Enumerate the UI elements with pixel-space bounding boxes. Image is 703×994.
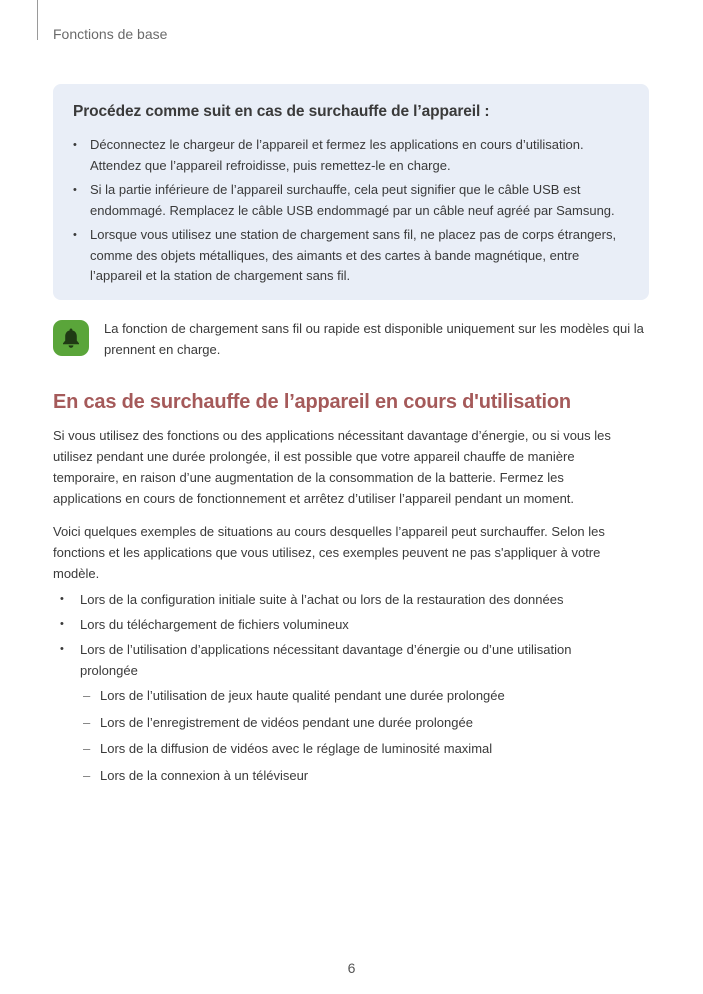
sub-list-item-text: Lors de l’enregistrement de vidéos pendant une durée prolongée (100, 714, 473, 730)
header-title: Fonctions de base (53, 26, 168, 42)
info-note (53, 318, 649, 363)
bullet-dot: • (73, 139, 77, 151)
bullet-dot: • (73, 229, 77, 241)
overheating-note-box (53, 84, 649, 300)
list-item-text: Lors de l’utilisation d’applications nécessitant davantage d’énergie ou d’une utilisation prolongée (80, 642, 572, 678)
note-bullet-item (73, 180, 631, 221)
paragraph-intro: Si vous utilisez des fonctions ou des applications nécessitant davantage d’énergie, ou si vous les utilisez pendant une durée prolongée, il est possible que votre appareil chauffe de manière temporaire, en raison d’une augmentation de la consommation de la batterie. Fermez les applications en cours de fonctionnement et arrêtez d’utiliser l’appareil pendant un moment. (53, 428, 611, 506)
list-item-text: Lors du téléchargement de fichiers volumineux (80, 617, 349, 632)
header-rule (37, 0, 38, 40)
dash-marker: – (83, 714, 91, 730)
list-item (60, 614, 620, 635)
sub-list-item-text: Lors de la diffusion de vidéos avec le réglage de luminosité maximal (100, 741, 493, 756)
dash-marker: – (83, 767, 91, 783)
section-heading: En cas de surchauffe de l’appareil en cours d'utilisation (53, 391, 571, 413)
sub-list-item-text: Lors de l’utilisation de jeux haute qualité pendant une durée prolongée (100, 688, 505, 703)
sub-list-item (83, 765, 623, 786)
bullet-dot: • (73, 184, 77, 196)
bullet-dot: • (60, 643, 64, 655)
note-bullet-text: Si la partie inférieure de l’appareil surchauffe, cela peut signifier que le câble USB est endommagé. Remplacez le câble USB endommagé par un câble neuf agréé par Samsung. (90, 182, 615, 218)
sub-list-item (83, 738, 623, 759)
dash-marker: – (83, 741, 91, 756)
list-item (60, 589, 620, 610)
paragraph-examples: Voici quelques exemples de situations au cours desquelles l’appareil peut surchauffer. Selon les fonctions et les applications que vous utilisez, ces exemples peuvent ne pas s'appliquer à votre modèle. (53, 524, 605, 581)
page-number: 6 (347, 960, 356, 976)
info-note-text: La fonction de chargement sans fil ou rapide est disponible uniquement sur les modèles qui la prennent en charge. (104, 321, 644, 357)
list-item-text: Lors de la configuration initiale suite à l’achat ou lors de la restauration des données (80, 592, 564, 607)
situation-list (60, 589, 620, 685)
bell-icon (53, 320, 89, 356)
dash-marker: – (83, 688, 91, 703)
bullet-dot: • (60, 593, 64, 605)
situation-sub-list (83, 685, 623, 791)
sub-list-item (83, 712, 623, 733)
sub-list-item (83, 685, 623, 706)
note-bullet-text: Déconnectez le chargeur de l’appareil et fermez les applications en cours d’utilisation. Attendez que l’appareil refroidisse, puis remettez-le en charge. (90, 137, 584, 173)
note-bullet-text: Lorsque vous utilisez une station de chargement sans fil, ne placez pas de corps étrangers, comme des objets métalliques, des aimants et des cartes à bande magnétique, entre l’appareil et la station de chargement sans fil. (90, 227, 617, 283)
note-bullet-item (73, 225, 631, 287)
bell-icon-graphic (61, 327, 81, 349)
sub-list-item-text: Lors de la connexion à un téléviseur (100, 767, 309, 783)
list-item (60, 639, 620, 681)
bullet-dot: • (60, 618, 64, 630)
note-bullet-list (73, 135, 631, 287)
note-title: Procédez comme suit en cas de surchauffe de l’appareil : (73, 103, 490, 120)
note-bullet-item (73, 135, 631, 176)
